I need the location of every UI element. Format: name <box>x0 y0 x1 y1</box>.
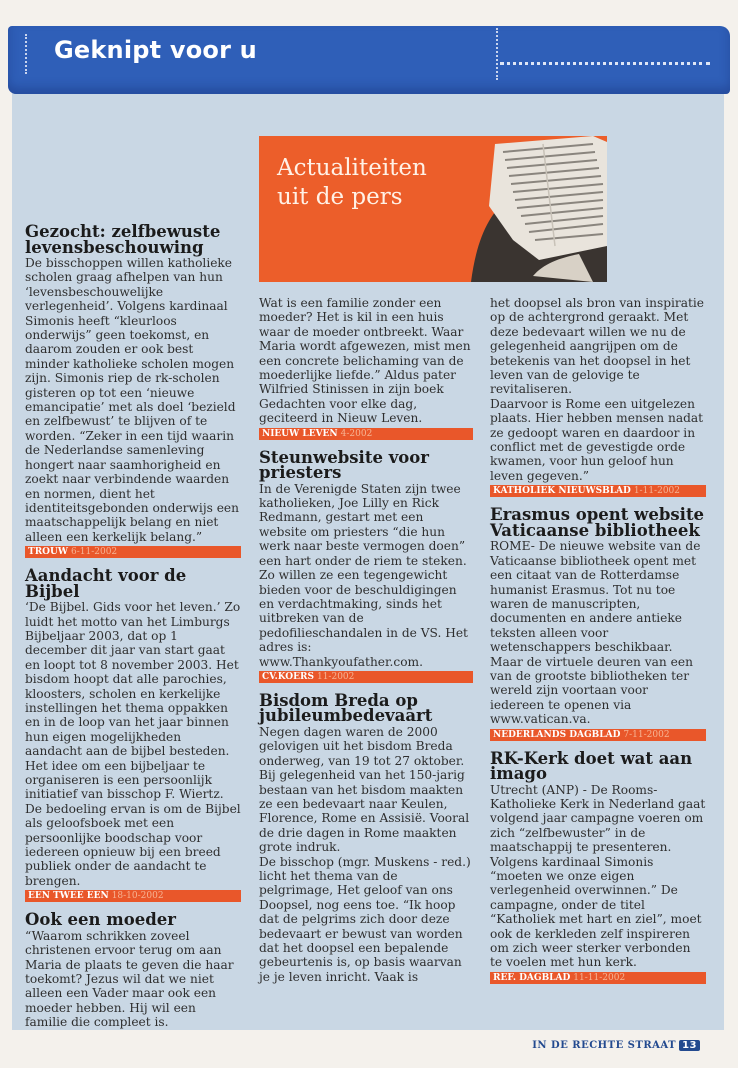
column-left <box>25 224 241 1030</box>
article-body-continued: het doopsel als bron van inspiratie op de achtergrond geraakt. Met deze bedevaart willen we nu de gelegenheid aangrijpen om de betekenis van het doopsel in het leven van de gelovige te revitaliseren. <box>490 296 705 397</box>
source-date: 1-11-2002 <box>633 486 680 497</box>
article-body: De bisschoppen willen katholieke scholen graag afhelpen van hun ‘levensbeschouwelijke verlegenheid’. Volgens kardinaal Simonis heeft “kleurloos onderwijs” geen toekomst, en daarom zouden er ook best minder katholieke scholen mogen zijn. Simonis riep de rk-scholen gisteren op tot een ‘nieuwe emancipatie’ met als doel ‘bezield en zelfbewust’ te blijven of te worden. “Zeker in een tijd waarin de Nederlandse samenleving hongert naar saamhorigheid en zoekt naar verbindende waarden en normen, dient het identiteitsgebonden onderwijs een maatschappelijk belang en niet alleen een kerkelijk belang.” <box>25 256 239 544</box>
source-bar <box>25 546 241 558</box>
feature-title-line-1: Actualiteiten <box>277 155 427 181</box>
source-bar <box>25 890 241 902</box>
article-title: Bisdom Breda op jubileumbedevaart <box>259 690 433 726</box>
source-bar <box>490 729 706 741</box>
feature-title-line-2: uit de pers <box>277 184 403 210</box>
source-name: NIEUW LEVEN <box>262 428 338 439</box>
source-name: CV.KOERS <box>262 671 314 682</box>
article-body: De bisschop (mgr. Muskens - red.) licht het thema van de pelgrimage, Het geloof van ons Doopsel, nog eens toe. “Ik hoop dat de pelgrims zich door deze bedevaart er bewust van worden dat het doopsel een bepalende gebeurtenis is, op basis waarvan je je leven inricht. Vaak is <box>259 854 471 984</box>
article-title: Ook een moeder <box>25 910 176 930</box>
article-title: Erasmus opent website Vaticaanse bibliotheek <box>490 505 705 540</box>
article-body: In de Verenigde Staten zijn twee katholieken, Joe Lilly en Rick Redmann, gestart met een website om priesters “die hun werk naar beste vermogen doen” een hart onder de riem te steken. Zo willen ze een tegengewicht bieden voor de beschuldigingen en verdachtmaking, sinds het uitbreken van de pedofilieschandalen in de VS. Het adres is: www.Thankyoufather.com. <box>259 481 468 669</box>
source-bar <box>259 428 473 440</box>
source-date: 18-10-2002 <box>111 891 164 902</box>
feature-box <box>259 136 607 282</box>
article-title: RK-Kerk doet wat aan imago <box>490 748 693 784</box>
article-title: Aandacht voor de Bijbel <box>25 566 187 601</box>
source-date: 4-2002 <box>340 428 373 439</box>
source-name: REF. DAGBLAD <box>493 972 571 983</box>
source-name: TROUW <box>28 547 68 558</box>
section-title: Geknipt voor u <box>54 36 257 64</box>
page-number: 13 <box>679 1040 700 1051</box>
article-body: Negen dagen waren de 2000 gelovigen uit het bisdom Breda onderweg, van 19 tot 27 oktober. Bij gelegenheid van het 150-jarig bestaan van het bisdom maakten ze een bedevaart naar Keulen, Florence, Rome en Assisië. Vooral de drie dagen in Rome maakten grote indruk. <box>259 724 470 855</box>
article-title: Steunwebsite voor priesters <box>259 447 429 483</box>
feature-title <box>277 154 447 212</box>
banner-dotted-line-right <box>500 62 710 65</box>
article-body: “Waarom schrikken zoveel christenen ervoor terug om aan Maria de plaats te geven die haar toekomt? Jezus wil dat we niet alleen een Vader maar ook een moeder hebben. Hij wil een familie die compleet is. <box>25 928 234 1030</box>
column-right <box>490 296 706 994</box>
article-body-continued: Daarvoor is Rome een uitgelezen plaats. Hier hebben mensen nadat ze gedoopt waren en daardoor in conflict met de gevestigde orde kwamen, voor hun geloof hun leven gegeven.” <box>490 396 704 483</box>
source-name: KATHOLIEK NIEUWSBLAD <box>493 486 631 497</box>
article-body: Utrecht (ANP) - De Rooms-Katholieke Kerk in Nederland gaat volgend jaar campagne voeren om zich “zelfbewuster” in de maatschappij te presenteren. Volgens kardinaal Simonis “moeten we onze eigen verlegenheid overwinnen.” De campagne, onder de titel “Katholiek met hart en ziel”, moet ook de kerkleden zelf inspireren om zich weer sterker verbonden te voelen met hun kerk. <box>490 782 706 970</box>
newspaper-photo <box>443 136 607 282</box>
banner-dotted-line-middle <box>496 28 498 80</box>
source-bar <box>490 972 706 984</box>
source-date: 11-11-2002 <box>573 972 626 983</box>
source-name: EEN TWEE EEN <box>28 891 109 902</box>
source-bar <box>259 671 473 683</box>
source-date: 11-2002 <box>316 671 355 682</box>
article-body: ‘De Bijbel. Gids voor het leven.’ Zo luidt het motto van het Limburgs Bijbeljaar 2003, dat op 1 december dit jaar van start gaat en loopt tot 8 november 2003. Het bisdom hoopt dat alle parochies, kloosters, scholen en kerkelijke instellingen het thema oppakken en in de loop van het jaar binnen hun eigen mogelijkheden aandacht aan de bijbel besteden. Het idee om een bijbeljaar te organiseren is een persoonlijk initiatief van bisschop F. Wiertz. De bedoeling ervan is om de Bijbel als geloofsboek met een persoonlijke boodschap voor iedereen opnieuw bij een breed publiek onder de aandacht te brengen. <box>25 600 241 888</box>
source-date: 7-11-2002 <box>623 729 670 740</box>
source-date: 6-11-2002 <box>70 547 118 558</box>
source-bar <box>490 485 706 497</box>
article-body: ROME- De nieuwe website van de Vaticaanse bibliotheek opent met een citaat van de Rotterdamse humanist Erasmus. Tot nu toe waren de manuscripten, documenten en andere antieke teksten alleen voor wetenschappers beschikbaar. Maar de virtuele deuren van een van de grootste bibliotheken ter wereld zijn voortaan voor iedereen te openen via www.vatican.va. <box>490 539 701 727</box>
article-body-continued: Wat is een familie zonder een moeder? Het is kil in een huis waar de moeder ontbreekt. Waar Maria wordt afgewezen, mist men een concrete belichaming van de moederlijke liefde.” Aldus pater Wilfried Stinissen in zijn boek Gedachten voor elke dag, geciteerd in Nieuw Leven. <box>259 296 471 426</box>
banner-dotted-line-left <box>25 34 27 74</box>
magazine-name: IN DE RECHTE STRAAT <box>532 1040 677 1051</box>
article-title: Gezocht: zelfbewuste levensbeschouwing <box>25 222 221 257</box>
source-name: NEDERLANDS DAGBLAD <box>493 729 621 740</box>
page-footer <box>500 1040 700 1051</box>
column-middle <box>259 296 473 984</box>
